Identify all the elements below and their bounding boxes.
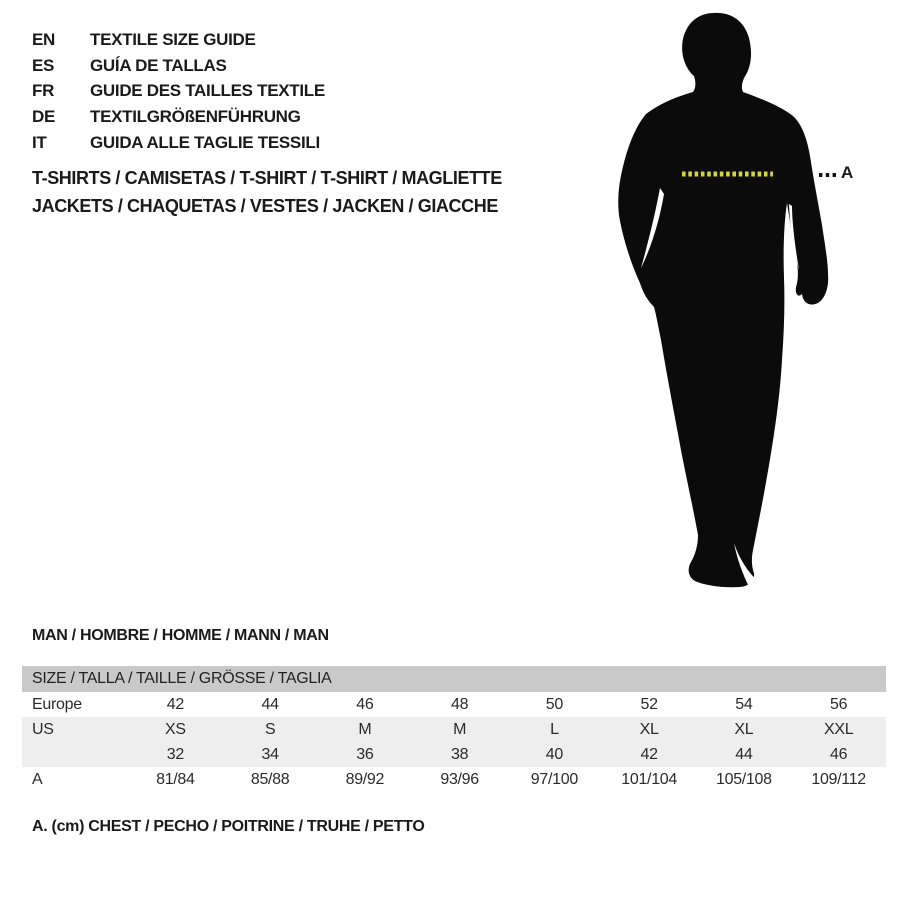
language-row-it	[32, 130, 325, 156]
language-label: TEXTILGRÖßENFÜHRUNG	[90, 106, 301, 126]
language-row-en	[32, 27, 325, 53]
size-cell: M	[358, 720, 372, 738]
size-cell: L	[550, 720, 559, 738]
table-row-chest-a	[22, 767, 886, 792]
size-cell: 109/112	[811, 770, 866, 788]
category-line-tshirts: T-SHIRTS / CAMISETAS / T-SHIRT / T-SHIRT / MAGLIETTE	[32, 168, 502, 188]
language-label: GUÍA DE TALLAS	[90, 55, 227, 75]
language-list	[32, 27, 325, 155]
category-line-jackets: JACKETS / CHAQUETAS / VESTES / JACKEN / GIACCHE	[32, 196, 498, 216]
size-cell: XL	[639, 720, 659, 738]
size-cell: 44	[735, 745, 753, 763]
language-row-es	[32, 53, 325, 79]
size-cell: 46	[356, 695, 374, 713]
table-row-numeric	[22, 742, 886, 767]
row-label: Europe	[32, 695, 82, 713]
man-silhouette-body	[618, 13, 828, 587]
size-cell: 32	[166, 745, 184, 763]
row-label: US	[32, 720, 54, 738]
measurement-label-a: A	[841, 163, 854, 182]
size-cell: 42	[640, 745, 658, 763]
size-cell: 36	[356, 745, 374, 763]
size-cell: XS	[165, 720, 186, 738]
size-cell: 85/88	[250, 770, 290, 788]
language-code: IT	[32, 132, 47, 152]
man-silhouette	[612, 10, 850, 590]
size-cell: XXL	[823, 720, 854, 738]
size-cell: XL	[734, 720, 754, 738]
row-label: A	[32, 770, 43, 788]
size-cell: 44	[261, 695, 279, 713]
language-label: TEXTILE SIZE GUIDE	[90, 29, 256, 49]
garment-categories	[32, 164, 502, 220]
size-cell: 48	[451, 695, 469, 713]
size-cell: 46	[830, 745, 848, 763]
size-table-header: SIZE / TALLA / TAILLE / GRÖSSE / TAGLIA	[22, 666, 886, 692]
language-code: DE	[32, 106, 56, 126]
size-cell: S	[264, 720, 276, 738]
language-label: GUIDE DES TAILLES TEXTILE	[90, 81, 325, 101]
size-cell: 50	[545, 695, 563, 713]
size-cell: 105/108	[716, 770, 772, 788]
section-title-man: MAN / HOMBRE / HOMME / MANN / MAN	[32, 627, 329, 644]
man-silhouette-figure	[612, 10, 850, 590]
size-cell: 40	[545, 745, 563, 763]
size-cell: 38	[451, 745, 469, 763]
size-cell: 56	[830, 695, 848, 713]
table-row-us	[22, 717, 886, 742]
size-cell: 42	[166, 695, 184, 713]
language-row-de	[32, 104, 325, 130]
size-cell: 97/100	[530, 770, 578, 788]
size-cell: 34	[261, 745, 279, 763]
size-cell: 93/96	[440, 770, 479, 788]
language-code: FR	[32, 81, 55, 101]
language-code: EN	[32, 29, 56, 49]
size-table	[22, 666, 886, 792]
size-cell: 101/104	[621, 770, 677, 788]
size-cell: M	[453, 720, 467, 738]
size-cell: 81/84	[156, 770, 195, 788]
language-row-fr	[32, 78, 325, 104]
measurement-footnote: A. (cm) CHEST / PECHO / POITRINE / TRUHE / PETTO	[32, 818, 425, 835]
size-cell: 54	[735, 695, 753, 713]
language-code: ES	[32, 55, 55, 75]
size-cell: 52	[640, 695, 658, 713]
table-row-europe	[22, 692, 886, 717]
size-cell: 89/92	[345, 770, 385, 788]
language-label: GUIDA ALLE TAGLIE TESSILI	[90, 132, 320, 152]
